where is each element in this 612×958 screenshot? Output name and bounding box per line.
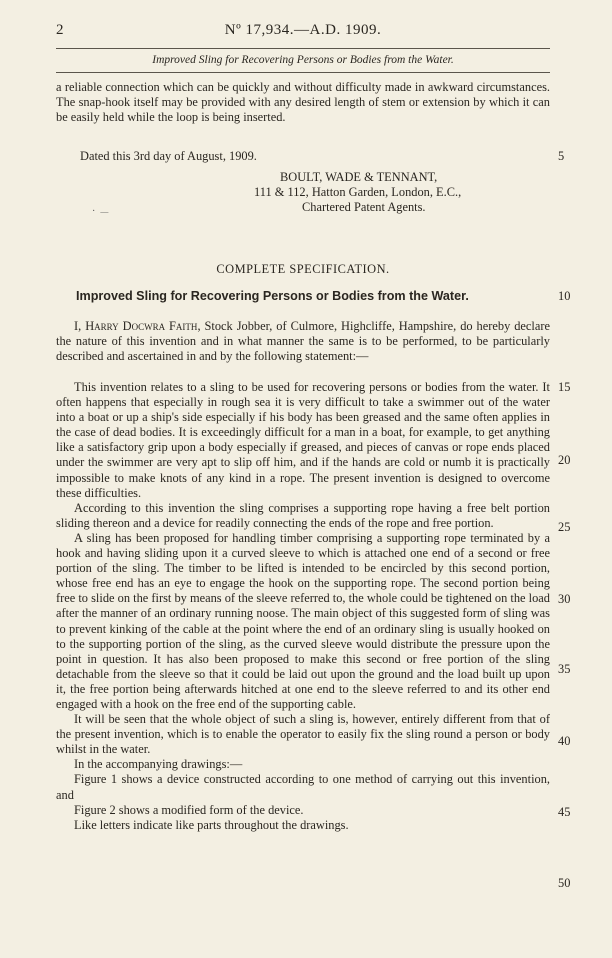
paragraph: In the accompanying drawings:— — [74, 757, 243, 772]
signature-block — [254, 170, 461, 215]
line-number: 20 — [558, 453, 571, 467]
line-number: 15 — [558, 380, 571, 394]
paragraph: A sling has been proposed for handling timber comprising a supporting rope terminated by a hook and having sliding upon it a curved sleeve to which is attached one end of a second or free portion of the sling. The timber to be lifted is intended to be encircled by this second portion, whose free end has an eye to engage the hook on the supporting rope. The second portion being free to slide on the first by means of the sleeve referred to, the whole could be tightened on the load after the manner of an ordinary running noose. The main object of this suggested form of sling was to prevent kinking of the cable at the point where the end of an ordinary sling is usually hooked on to the supporting portion of the sling, as the curved sleeve would distribute the pressure upon the point in question. It has also been proposed to make this second or free portion of the sling detachable from the sleeve so that it could be laid out upon the ground and the load built up upon it, the free portion being afterwards hitched at one end to the sleeve referred to and its other end engaged with a hook on the free end of the supporting cable. — [56, 530, 550, 711]
intro-paragraph — [56, 80, 550, 125]
spec-title: Improved Sling for Recovering Persons or Bodies from the Water. — [76, 289, 469, 303]
paragraph: Figure 1 shows a device constructed according to one method of carrying out this invention, and — [56, 772, 550, 802]
line-number: 30 — [558, 592, 571, 606]
declaration-prefix: I, — [74, 319, 86, 333]
paragraph: Figure 2 shows a modified form of the device. — [74, 802, 304, 817]
declaration-text: , Stock Jobber, of Culmore, Highcliffe, Hampshire, do hereby declare the nature of this invention and in what manner the same is to be performed, to be particularly described and ascertained in and by the following statement:— — [56, 319, 551, 364]
page-number: 2 — [56, 22, 64, 38]
declaration-paragraph — [56, 319, 550, 364]
line-number: 40 — [558, 734, 571, 748]
line-number: 10 — [558, 289, 571, 303]
header-rule — [56, 48, 550, 49]
patent-number: Nº 17,934.—A.D. 1909. — [224, 22, 382, 38]
page-header — [56, 22, 550, 42]
running-title: Improved Sling for Recovering Persons or Bodies from the Water. — [152, 54, 454, 66]
running-title-rule — [56, 72, 550, 73]
paragraph: Like letters indicate like parts throughout the drawings. — [74, 817, 349, 832]
ink-mark: · — — [92, 206, 109, 217]
line-number: 35 — [558, 662, 571, 676]
line-number: 5 — [558, 149, 565, 163]
complete-spec-heading: COMPLETE SPECIFICATION. — [216, 262, 390, 276]
inventor-name: Harry Docwra Faith — [85, 319, 198, 333]
description — [56, 380, 550, 833]
line-number: 25 — [558, 520, 571, 534]
dated-line: Dated this 3rd day of August, 1909. — [80, 149, 257, 163]
firm-address: 111 & 112, Hatton Garden, London, E.C., — [254, 185, 462, 200]
paragraph: According to this invention the sling comprises a supporting rope having a free belt portion sliding thereon and a device for readily connecting the ends of the rope and free portion. — [56, 500, 550, 530]
line-number: 50 — [558, 876, 571, 890]
paragraph: It will be seen that the whole object of such a sling is, however, entirely different from that of the present invention, which is to enable the operator to easily fix the sling round a person or body whilst in the water. — [56, 712, 550, 757]
intro-text: a reliable connection which can be quickly and without difficulty made in awkward circumstances. The snap-hook itself may be provided with any desired length of stem or extension by which it can be easily held while the loop is being inserted. — [56, 80, 550, 125]
firm-role: Chartered Patent Agents. — [302, 200, 426, 215]
paragraph: This invention relates to a sling to be used for recovering persons or bodies from the water. It often happens that especially in rough sea it is very difficult to take a swimmer out of the water into a boat or up a ship's side especially if his body has been greased and the same often applies in the case of dead bodies. It is exceedingly difficult for a man in a boat, for example, to get anything like a satisfactory grip upon a body especially if greased, and pieces of canvas or rope ends placed under the swimmer are very apt to slip off him, and if the hands are cold or numb it is practically impossible to make knots of any kind in a rope. The present invention is designed to overcome these difficulties. — [56, 380, 550, 500]
line-number: 45 — [558, 805, 571, 819]
firm-name: BOULT, WADE & TENNANT, — [280, 170, 438, 184]
